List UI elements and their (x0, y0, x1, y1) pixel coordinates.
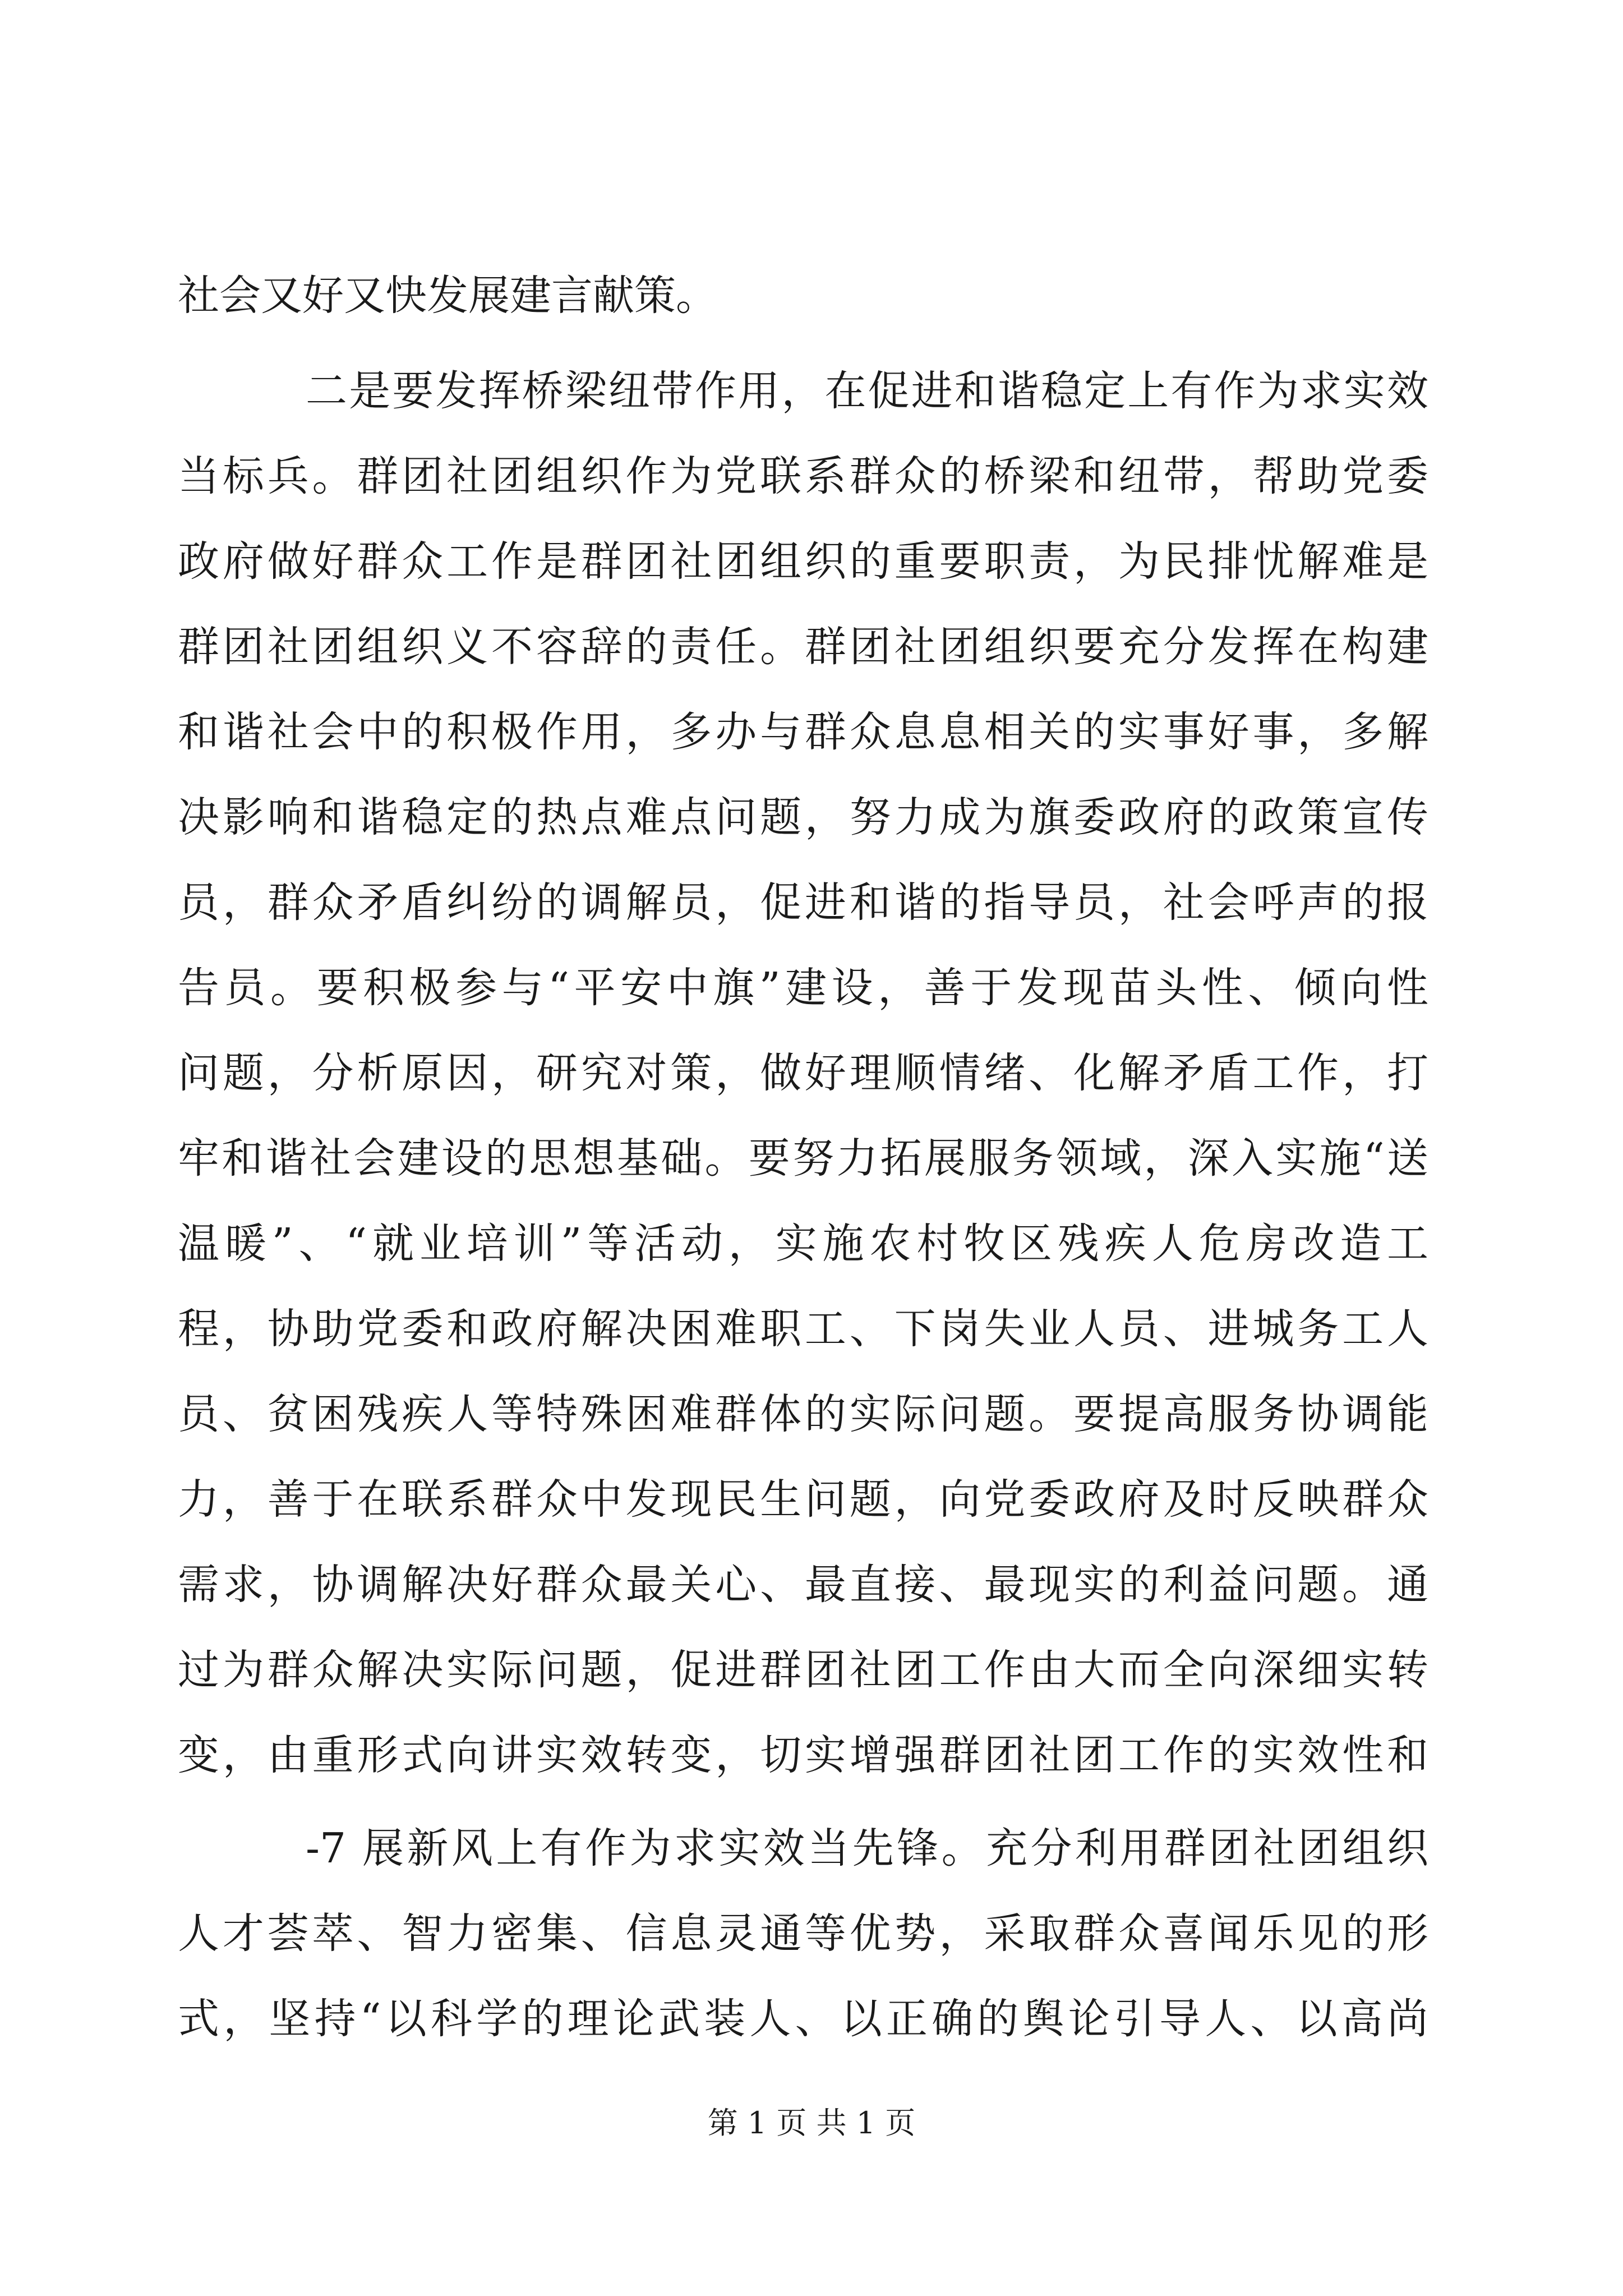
paragraph-line: 社会又好又快发展建言献策。 (178, 272, 717, 320)
paragraph-line: 程，协助党委和政府解决困难职工、下岗失业人员、进城务工人 (178, 1305, 1428, 1353)
paragraph-line: 群团社团组织义不容辞的责任。群团社团组织要充分发挥在构建 (178, 623, 1428, 671)
paragraph-line: 牢和谐社会建设的思想基础。要努力拓展服务领域，深入实施“送 (178, 1134, 1428, 1182)
paragraph-line: 变，由重形式向讲实效转变，切实增强群团社团工作的实效性和 (178, 1731, 1428, 1779)
paragraph-line: 需求，协调解决好群众最关心、最直接、最现实的利益问题。通 (178, 1561, 1428, 1609)
paragraph-line: 式，坚持“以科学的理论武装人、以正确的舆论引导人、以高尚 (178, 1995, 1428, 2043)
paragraph-line: 决影响和谐稳定的热点难点问题，努力成为旗委政府的政策宣传 (178, 793, 1428, 841)
paragraph-line: 问题，分析原因，研究对策，做好理顺情绪、化解矛盾工作，打 (178, 1049, 1428, 1097)
paragraph-line: 和谐社会中的积极作用，多办与群众息息相关的实事好事，多解 (178, 708, 1428, 756)
paragraph-line: 当标兵。群团社团组织作为党联系群众的桥梁和纽带，帮助党委 (178, 452, 1428, 500)
paragraph-line: -7 展新风上有作为求实效当先锋。充分利用群团社团组织 (306, 1824, 1428, 1872)
paragraph-line: 温暖”、“就业培训”等活动，实施农村牧区残疾人危房改造工 (178, 1220, 1428, 1268)
paragraph-line: 政府做好群众工作是群团社团组织的重要职责，为民排忧解难是 (178, 537, 1428, 586)
paragraph-line: 二是要发挥桥梁纽带作用，在促进和谐稳定上有作为求实效 (306, 367, 1428, 415)
paragraph-line: 过为群众解决实际问题，促进群团社团工作由大而全向深细实转 (178, 1646, 1428, 1694)
page-number-footer: 第 1 页 共 1 页 (707, 2105, 916, 2141)
paragraph-line: 告员。要积极参与“平安中旗”建设，善于发现苗头性、倾向性 (178, 964, 1428, 1012)
paragraph-line: 员，群众矛盾纠纷的调解员，促进和谐的指导员，社会呼声的报 (178, 878, 1428, 927)
paragraph-line: 人才荟萃、智力密集、信息灵通等优势，采取群众喜闻乐见的形 (178, 1910, 1428, 1958)
paragraph-line: 员、贫困残疾人等特殊困难群体的实际问题。要提高服务协调能 (178, 1390, 1428, 1438)
paragraph-line: 力，善于在联系群众中发现民生问题，向党委政府及时反映群众 (178, 1475, 1428, 1524)
